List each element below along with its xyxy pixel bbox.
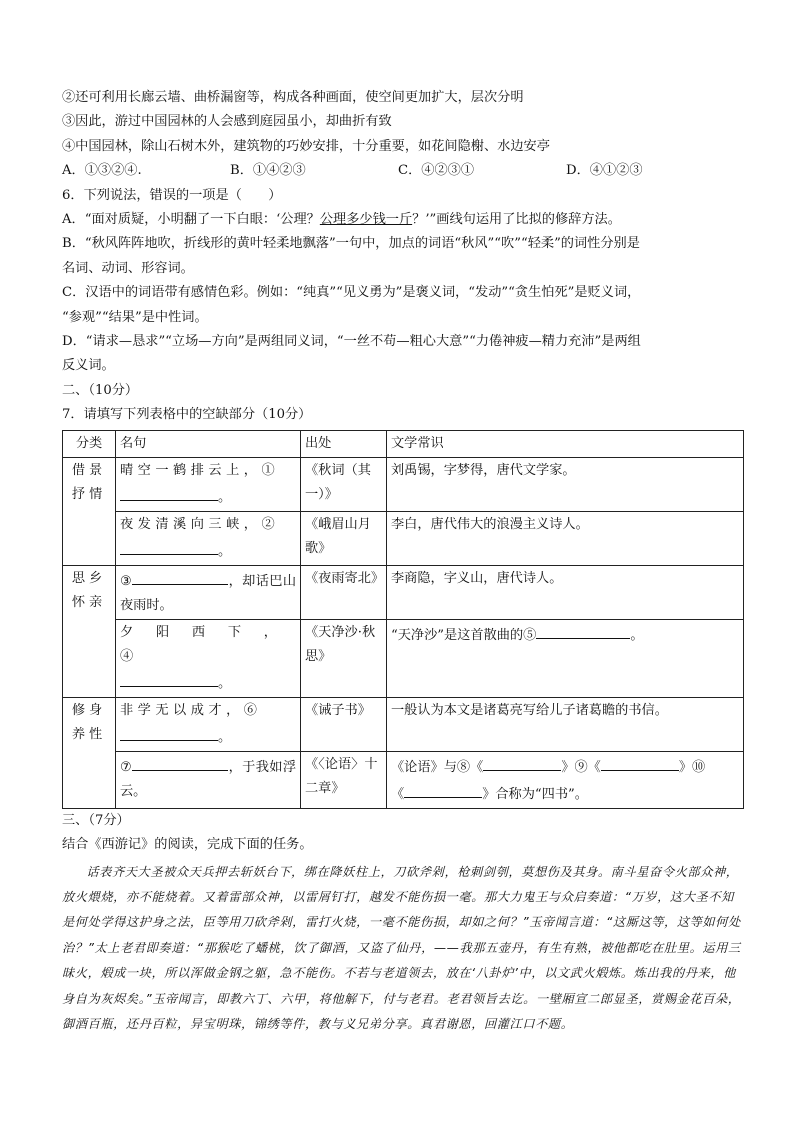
note-text: 《论语》与⑧《 <box>391 759 484 775</box>
sentence-end: ，于我如浮云。 <box>120 759 297 799</box>
note-cell <box>387 751 744 808</box>
table-row <box>63 697 744 751</box>
q5-option-d: D．④①②③ <box>566 163 643 179</box>
sentence-end: ，却话巴山夜雨时。 <box>120 573 297 613</box>
sentence-text: 非学无以成才，⑥ <box>120 702 262 718</box>
sentence-end: 。 <box>218 675 232 691</box>
q7-stem: 7．请填写下列表格中的空缺部分（10分） <box>62 407 312 423</box>
category-cell: 思乡怀亲 <box>63 565 116 697</box>
header-source: 出处 <box>301 430 387 457</box>
q6-option-c-line1: C．汉语中的词语带有感情色彩。例如：“纯真”“见义勇为”是褒义词，“发动”“贪生怕死”是贬义词， <box>62 285 641 301</box>
answer-blank-9[interactable] <box>601 753 679 771</box>
q6-option-b-line1: B．“秋风阵阵地吹，折线形的黄叶轻柔地飘落”一句中，加点的词语“秋风”“吹”“轻柔”的词性分别是 <box>62 236 640 252</box>
note-cell: 刘禹锡，字梦得，唐代文学家。 <box>387 457 744 511</box>
q6-stem: 6．下列说法，错误的一项是（ ） <box>62 187 282 203</box>
sentence-cell <box>116 565 301 619</box>
q6-option-c-line2: “参观”“结果”是中性词。 <box>62 309 208 325</box>
answer-blank-10[interactable] <box>404 780 482 798</box>
sentence-end: 。 <box>218 729 232 745</box>
note-text: 《 <box>391 786 405 802</box>
sentence-cell <box>116 619 301 697</box>
q7-table <box>62 430 744 809</box>
header-knowledge: 文学常识 <box>387 430 744 457</box>
source-cell: 《天净沙·秋思》 <box>301 619 387 697</box>
note-cell <box>387 619 744 697</box>
q5-option-a: A．①③②④. <box>62 163 142 179</box>
answer-blank-8[interactable] <box>483 753 561 771</box>
sentence-text: 晴空一鹤排云上，① <box>120 462 280 478</box>
section-3-instruction: 结合《西游记》的阅读，完成下面的任务。 <box>62 837 313 853</box>
source-cell: 《秋词（其一）》 <box>301 457 387 511</box>
table-header-row <box>63 430 744 457</box>
sentence-text: ⑦ <box>120 759 133 775</box>
answer-blank-2[interactable] <box>120 537 218 555</box>
source-cell: 《夜雨寄北》 <box>301 565 387 619</box>
q6-option-a <box>62 208 746 232</box>
section-3-title: 三、（7分） <box>62 812 130 828</box>
sentence-text: 夕阳西下，④ <box>120 624 296 664</box>
answer-blank-7[interactable] <box>132 753 228 771</box>
journey-west-passage: 话表齐天大圣被众天兵押去斩妖台下，绑在降妖柱上，刀砍斧剁，枪刺剑刳，莫想伤及其身。南斗星奋令火部众神，放火煨烧，亦不能烧着。又着雷部众神，以雷屑钉打，越发不能伤损一毫。那大力鬼王与众启奏道：“万岁，这大圣不知是何处学得这护身之法，臣等用刀砍斧剁，雷打火烧，一毫不能伤损，却如之何？”玉帝闻言道：“这厮这等，这等如何处治？”太上老君即奏道：“那猴吃了蟠桃，饮了御酒，又盗了仙丹，——我那五壶丹，有生有熟，被他都吃在肚里。运用三昧火，煅成一块，所以浑做金钢之躯，急不能伤。不若与老道领去，放在‘八卦炉’中，以文武火煅炼。炼出我的丹来，他身自为灰烬矣。”玉帝闻言，即教六丁、六甲，将他解下，付与老君。老君领旨去讫。一壁厢宣二郎显圣，赏赐金花百朵，御酒百瓶，还丹百粒，异宝明珠，锦绣等件，教与义兄弟分享。真君谢恩，回灌江口不题。 <box>62 864 741 1031</box>
q6-option-d-line1: D．“请求—恳求”“立场—方向”是两组同义词，“一丝不苟—粗心大意”“力倦神疲—精力充沛”是两组 <box>62 334 641 350</box>
exam-page <box>62 86 746 1037</box>
q6-a-underlined: 公理多少钱一斤 <box>319 212 413 228</box>
header-sentence: 名句 <box>116 430 301 457</box>
table-row <box>63 511 744 565</box>
header-category: 分类 <box>63 430 116 457</box>
source-cell: 《诫子书》 <box>301 697 387 751</box>
note-cell: 李商隐，字义山，唐代诗人。 <box>387 565 744 619</box>
note-text: 》合称为“四书”。 <box>482 786 588 802</box>
q5-option-c: C．④②③① <box>398 163 475 179</box>
answer-blank-5[interactable] <box>536 621 630 639</box>
answer-blank-3[interactable] <box>132 567 228 585</box>
category-cell: 修身养性 <box>63 697 116 808</box>
q6-option-d-line2: 反义词。 <box>62 358 115 374</box>
table-row <box>63 457 744 511</box>
sentence-text: 夜发清溪向三峡，② <box>120 516 280 532</box>
q5-item-4: ④中国园林，除山石树木外，建筑物的巧妙安排，十分重要，如花间隐榭、水边安亭 <box>62 138 550 154</box>
table-row <box>63 751 744 808</box>
q5-item-2: ②还可利用长廊云墙、曲桥漏窗等，构成各种画面，使空间更加扩大，层次分明 <box>62 90 524 105</box>
answer-blank-6[interactable] <box>120 723 218 741</box>
sentence-cell <box>116 751 301 808</box>
note-text: 》⑩ <box>678 759 706 775</box>
q6-a-post: ？’”画线句运用了比拟的修辞方法。 <box>412 212 621 228</box>
note-text: 》⑨《 <box>561 759 601 775</box>
q6-option-b-line2: 名词、动词、形容词。 <box>62 260 194 276</box>
sentence-end: 。 <box>218 543 232 559</box>
answer-blank-4[interactable] <box>120 669 218 687</box>
table-row <box>63 619 744 697</box>
q5-item-3: ③因此，游过中国园林的人会感到庭园虽小，却曲折有致 <box>62 114 392 130</box>
sentence-text: ③ <box>120 573 133 589</box>
sentence-cell <box>116 511 301 565</box>
q5-options <box>62 159 746 183</box>
q5-option-b: B．①④②③ <box>230 163 306 179</box>
table-row <box>63 565 744 619</box>
note-text-end: 。 <box>630 627 644 643</box>
note-text: “天净沙”是这首散曲的⑤ <box>391 627 537 643</box>
source-cell: 《〈论语〉十二章》 <box>301 751 387 808</box>
answer-blank-1[interactable] <box>120 483 218 501</box>
note-cell: 李白，唐代伟大的浪漫主义诗人。 <box>387 511 744 565</box>
q6-a-pre: A．“面对质疑，小明翻了一下白眼：‘公理？ <box>62 212 320 228</box>
sentence-cell <box>116 457 301 511</box>
section-2-title: 二、（10分） <box>62 382 139 398</box>
sentence-end: 。 <box>218 489 232 505</box>
note-cell: 一般认为本文是诸葛亮写给儿子诸葛瞻的书信。 <box>387 697 744 751</box>
category-cell: 借景抒情 <box>63 457 116 565</box>
source-cell: 《峨眉山月歌》 <box>301 511 387 565</box>
sentence-cell <box>116 697 301 751</box>
